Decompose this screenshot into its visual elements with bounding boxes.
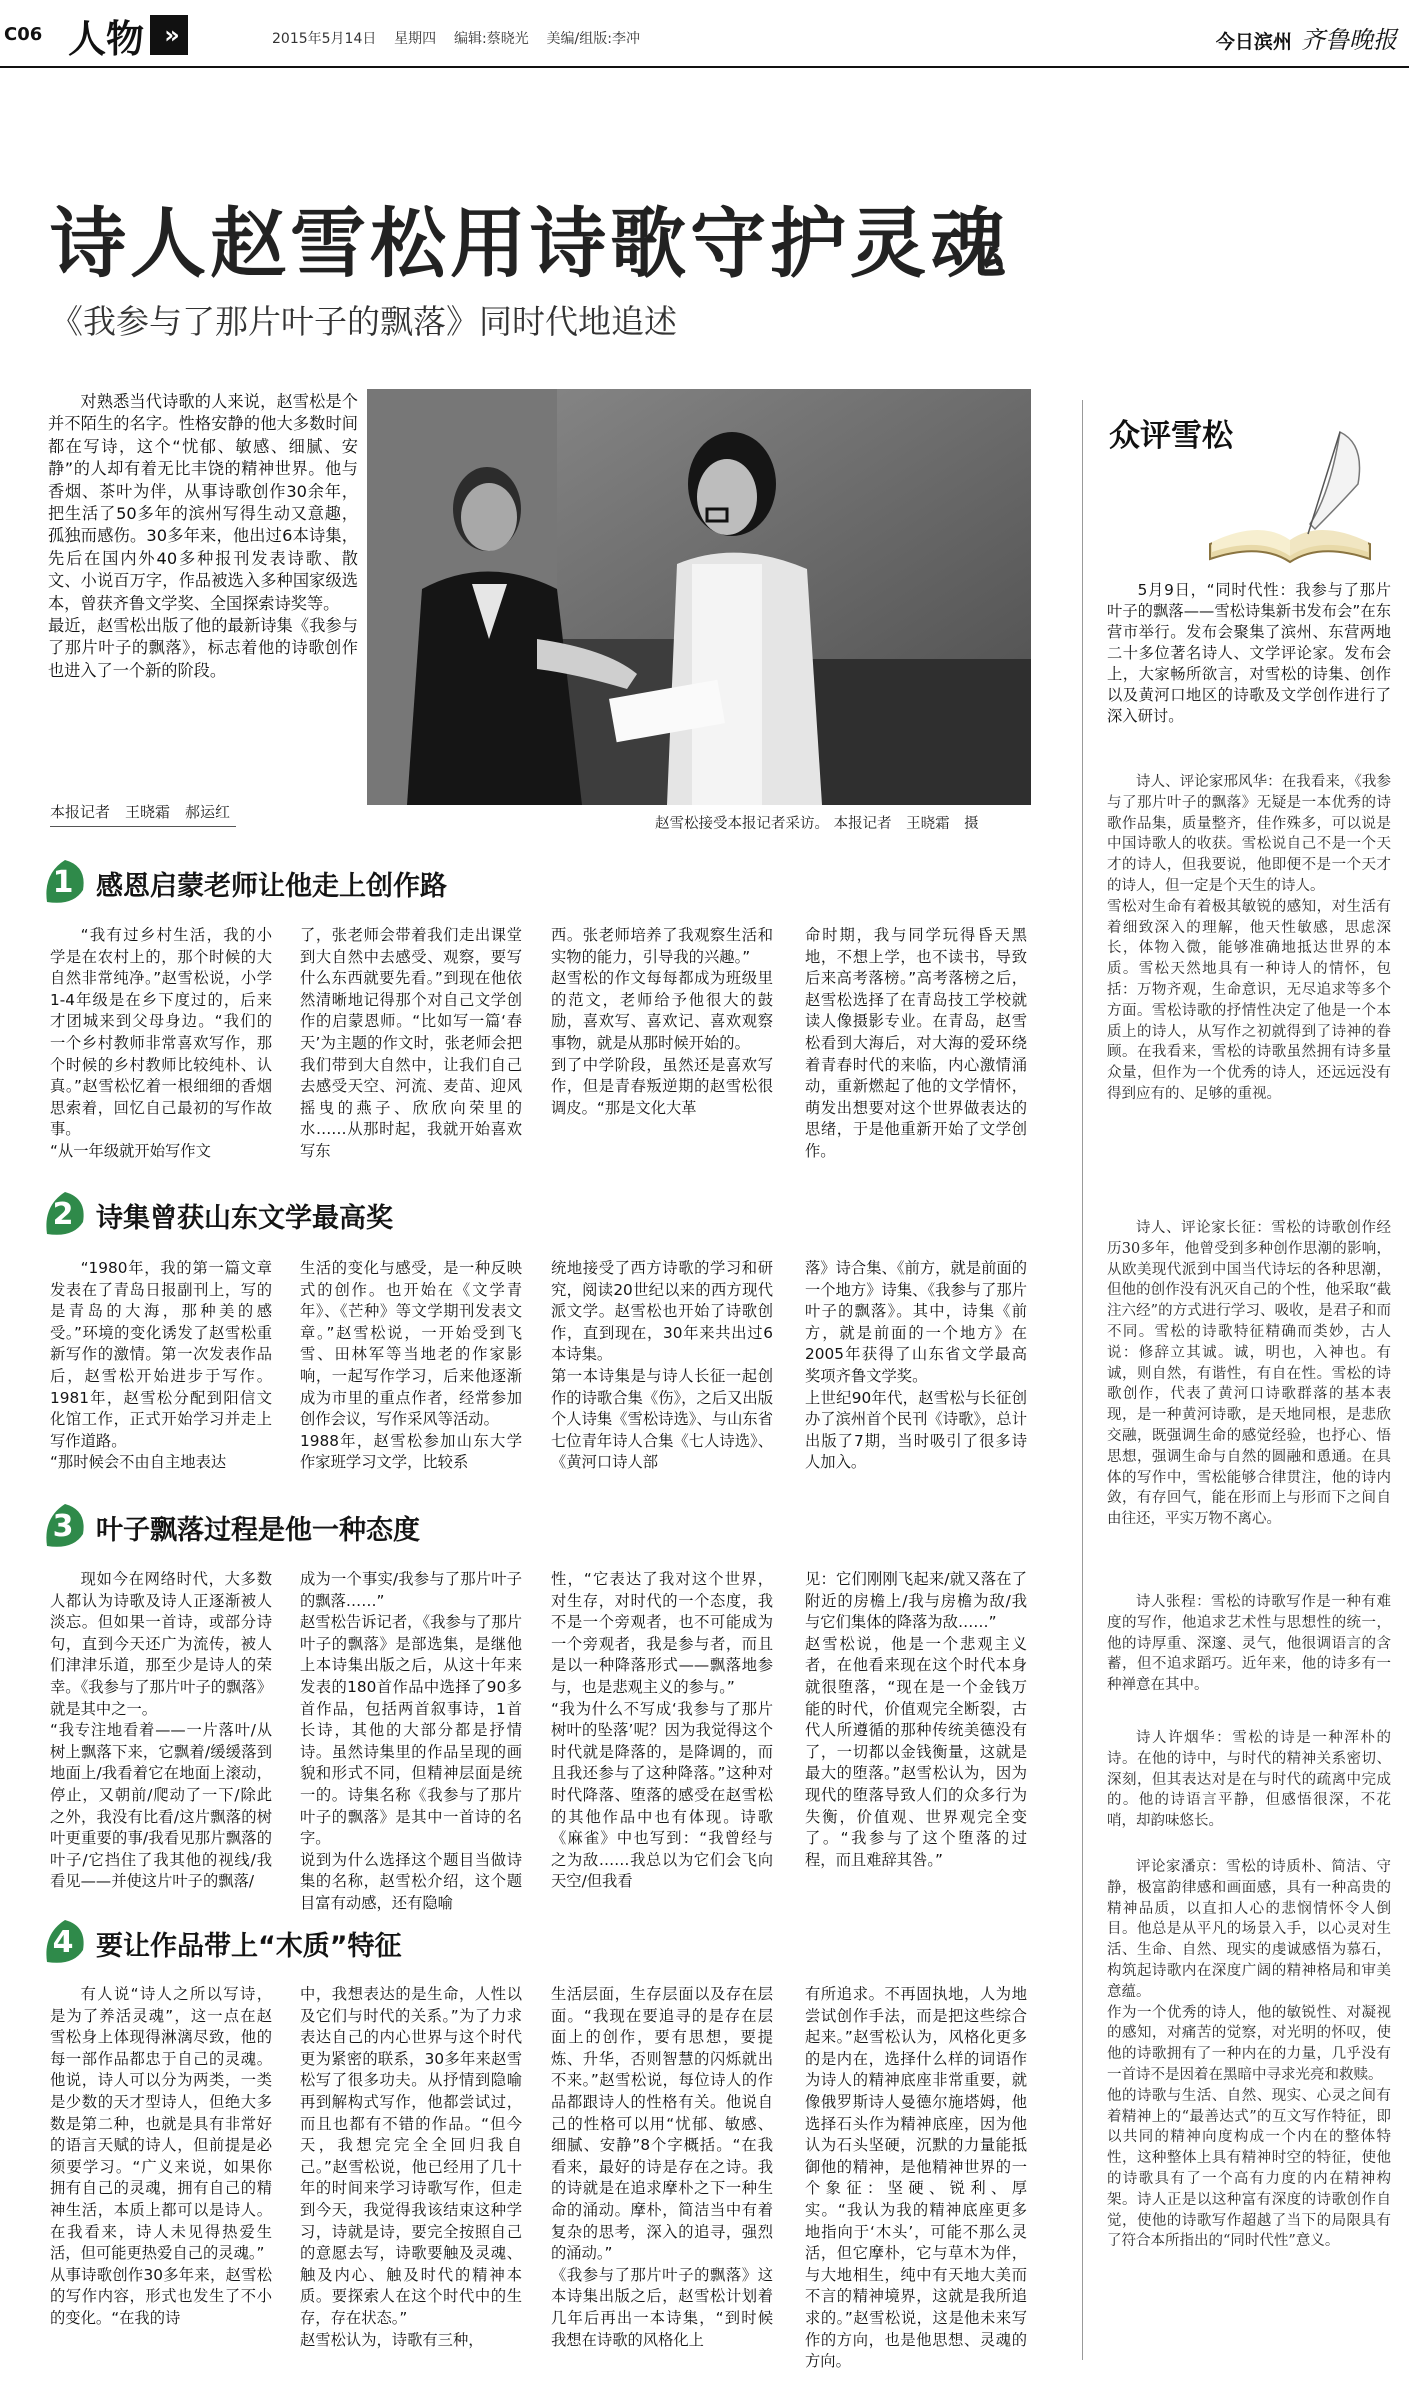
leaf-number-icon [43,1500,87,1550]
interview-photo [367,389,1031,805]
header-meta [272,28,640,48]
paper-name: 今日滨州 [1215,31,1292,53]
section-number: 1 [52,865,74,900]
section-4-col-2: 中，我想表达的是生命，人性以及它们与时代的关系。”为了力求表达自己的内心世界与这个时代更为紧密的联系，30多年来赵雪松写了很多功夫。从抒情到隐喻再到解构式写作，他都尝试过，而且也都有不错的作品。“但今天，我想完完全全回归我自己。”赵雪松说，他已经用了几十年的时间来学习诗歌写作，但走到今天，我觉得我该结束这种学习，诗就是诗，要完全按照自己的意愿去写，诗歌要触及灵魂、触及内心、触及时代的精神本质。要探索人在这个时代中的生存，存在状态。” 赵雪松认为，诗歌有三种， [300,1985,522,2349]
section-2-col-2: 生活的变化与感受，是一种反映式的创作。也开始在《文学青年》、《芒种》等文学期刊发表文章。”赵雪松说，一开始受到飞雪、田林军等当地老的作家影响，一起写作学习，后来他逐渐成为市里的重点作者，经常参加创作会议，写作采风等活动。 1988年，赵雪松参加山东大学作家班学习文学，比较系 [300,1259,522,1472]
book-quill-icon [1190,424,1390,574]
page-number: C06 [4,24,43,45]
section-name: 人物 [68,15,145,61]
section-1-col-4: 命时期，我与同学玩得昏天黑地，不想上学，也不读书，导致后来高考落榜。”高考落榜之后，赵雪松选择了在青岛技工学校就读人像摄影专业。在青岛，赵雪松看到大海后，对大海的爱环绕着青春时代的来临，内心激情涌动，重新燃起了他的文学情怀，萌发出想要对这个世界做表达的思绪，于是他重新开始了文学创作。 [805,926,1027,1160]
header-rule [0,66,1409,68]
byline: 本报记者 王晓霜 郝运红 [50,803,231,821]
section-title: 感恩启蒙老师让他走上创作路 [96,871,447,902]
section-3-col-2: 成为一个事实/我参与了那片叶子的飘落……” 赵雪松告诉记者，《我参与了那片叶子的飘落》是部选集，是继他上本诗集出版之后，从这十年来发表的180首作品中选择了90多首作品，包括两首叙事诗，1首长诗，其他的大部分都是抒情诗。虽然诗集里的作品呈现的画貌和形式不同，但精神层面是统一的。诗集名称《我参与了那片叶子的飘落》是其中一首诗的名字。 说到为什么选择这个题目当做诗集的名称，赵雪松介绍，这个题目富有动感，还有隐喻 [300,1570,522,1912]
section-1-col-1: “我有过乡村生活，我的小学是在农村上的，那个时候的大自然非常纯净。”赵雪松说，小学1-4年级是在乡下度过的，后来才团城来到父母身边。“我们的一个乡村教师非常喜欢写作，那个时候的乡村教师比较纯朴、认真。”赵雪松忆着一根细细的香烟思索着，回忆自己最初的写作故事。 “从一年级就开始写作文 [50,926,272,1160]
section-title: 诗集曾获山东文学最高奖 [96,1203,393,1234]
sidebar-header [1105,404,1395,574]
sidebar-title: 众评雪松 [1109,418,1233,454]
leaf-number-icon [43,1916,87,1966]
section-4-col-1: 有人说“诗人之所以写诗，是为了养活灵魂”，这一点在赵雪松身上体现得淋漓尽致，他的每一部作品都忠于自己的灵魂。他说，诗人可以分为两类，一类是少数的天才型诗人，但绝大多数是第二种，也就是具有非常好的语言天赋的诗人，但前提是必须要学习。“广义来说，如果你拥有自己的灵魂，拥有自己的精神生活，本质上都可以是诗人。在我看来，诗人未见得热爱生活，但可能更热爱自己的灵魂。” 从事诗歌创作30多年来，赵雪松的写作内容，形式也发生了不小的变化。“在我的诗 [50,1985,272,2327]
section-4-col-4: 有所追求。不再固执地，人为地尝试创作手法，而是把这些综合起来。”赵雪松认为，风格化更多的是内在，选择什么样的词语作为诗人的精神底座非常重要，就像俄罗斯诗人曼德尔施塔姆，他选择石头作为精神底座，因为他认为石头坚硬，沉默的力量能抵御他的精神，是他精神世界的一个象征：坚硬、锐利、厚实。“我认为我的精神底座更多地指向于‘木头’，可能不那么灵活，但它摩朴，它与草木为伴，与大地相生，纯中有天地大美而不言的精神境界，这就是我所追求的。”赵雪松说，这是他未来写作的方向，也是他思想、灵魂的方向。 [805,1985,1027,2371]
section-title: 叶子飘落过程是他一种态度 [96,1515,420,1546]
leaf-number-icon [43,856,87,906]
subheadline: 《我参与了那片叶子的飘落》同时代地追述 [50,302,677,341]
headline: 诗人赵雪松用诗歌守护灵魂 [50,199,1010,288]
photo-caption: 赵雪松接受本报记者采访。 本报记者 王晓霜 摄 [655,816,979,832]
section-number: 4 [52,1925,74,1960]
intro-text: 对熟悉当代诗歌的人来说，赵雪松是个并不陌生的名字。性格安静的他大多数时间都在写诗，这个“忧郁、敏感、细腻、安静”的人却有着无比丰饶的精神世界。他与香烟、茶叶为伴，从事诗歌创作30余年，把生活了50多年的滨州写得生动又意趣，孤独而感伤。30多年来，他出过6本诗集，先后在国内外40多种报刊发表诗歌、散文、小说百万字，作品被选入多种国家级选本，曾获齐鲁文学奖、全国探索诗奖等。 最近，赵雪松出版了他的最新诗集《我参与了那片叶子的飘落》，标志着他的诗歌创作也进入了一个新的阶段。 [48,392,358,680]
sidebar-comment-5: 评论家潘京：雪松的诗质朴、简洁、守静，极富韵律感和画面感，具有一种高贵的精神品质，以直扣人心的悲悯情怀令人倒目。他总是从平凡的场景入手，以心灵对生活、生命、自然、现实的虔诚感悟为慕石，构筑起诗歌内在深度广阔的精神格局和审美意蕴。 作为一个优秀的诗人，他的敏锐性、对凝视的感知，对痛苦的觉察，对光明的怀叹，使他的诗歌拥有了一种内在的力量，几乎没有一首诗不是因着在黑暗中寻求光亮和救赎。 他的诗歌与生活、自然、现实、心灵之间有着精神上的“最善达式”的互文写作特征，即以共同的精神向度构成一个内在的整体特性，这种整体上具有精神时空的特征，使他的诗歌具有了一个高有力度的内在精神构架。诗人正是以这种富有深度的诗歌创作自觉，使他的诗歌写作超越了当下的局限具有了符合本所指出的“同时代性”意义。 [1107,1859,1391,2250]
sidebar-intro: 5月9日，“同时代性：我参与了那片叶子的飘落——雪松诗集新书发布会”在东营市举行。发布会聚集了滨州、东营两地二十多位著名诗人、文学评论家。发布会上，大家畅所欲言，对雪松的诗集、创作以及黄河口地区的诗歌及文学创作进行了深入研讨。 [1107,581,1391,725]
section-3-col-4: 见：它们刚刚飞起来/就又落在了附近的房檐上/我与房檐为敌/我与它们集体的降落为敌……” 赵雪松说，他是一个悲观主义者，在他看来现在这个时代本身就很堕落，“现在是一个金钱万能的时代，价值观完全断裂，古代人所遵循的那种传统美德没有了，一切都以金钱衡量，这就是最大的堕落。”赵雪松认为，因为现代的堕落导致人们的众多行为失衡，价值观、世界观完全变了。“我参与了这个堕落的过程，而且难辞其咎。” [805,1570,1027,1869]
section-number: 3 [52,1509,74,1544]
byline-rule [50,826,236,827]
section-number: 2 [52,1197,74,1232]
editor: 编辑:蔡晓光 [453,31,529,47]
chevron-right-icon: » [150,15,188,55]
section-4-col-3: 生活层面，生存层面以及存在层面。“我现在要追寻的是存在层面上的创作，要有思想，要提炼、升华，否则智慧的闪烁就出不来。”赵雪松说，每位诗人的作品都跟诗人的性格有关。他说自己的性格可以用“忧郁、敏感、细腻、安静”8个字概括。“在我看来，最好的诗是存在之诗。我的诗就是在追求摩朴之下一种生命的涌动。摩朴，简洁当中有着复杂的思考，深入的追寻，强烈的涌动。” 《我参与了那片叶子的飘落》这本诗集出版之后，赵雪松计划着几年后再出一本诗集，“到时候我想在诗歌的风格化上 [551,1985,773,2349]
section-2-col-1: “1980年，我的第一篇文章发表在了青岛日报副刊上，写的是青岛的大海，那种美的感受。”环境的变化诱发了赵雪松重新写作的激情。第一次发表作品后，赵雪松开始进步于写作。1981年，赵雪松分配到阳信文化馆工作，正式开始学习并走上写作道路。 “那时候会不由自主地表达 [50,1259,272,1472]
section-1-col-3: 西。张老师培养了我观察生活和实物的能力，引导我的兴趣。” 赵雪松的作文每每都成为班级里的范文，老师给予他很大的鼓励，喜欢写、喜欢记、喜欢观察事物，就是从那时候开始的。 到了中学阶段，虽然还是喜欢写作，但是青春叛逆期的赵雪松很调皮。“那是文化大革 [551,926,773,1117]
sidebar-comment-4: 诗人许烟华：雪松的诗是一种浑朴的诗。在他的诗中，与时代的精神关系密切、深刻，但其表达对是在与时代的疏离中完成的。他的诗语言平静，但感悟很深，不花哨，却韵味悠长。 [1107,1730,1391,1830]
photo-illustration [367,389,1031,805]
leaf-number-icon [43,1188,87,1238]
section-label [68,10,188,60]
section-3-col-1: 现如今在网络时代，大多数人都认为诗歌及诗人正逐渐被人淡忘。但如果一首诗，或部分诗句，直到今天还广为流传，被人们津津乐道，那至少是诗人的荣幸。《我参与了那片叶子的飘落》就是其中之一。 “我专注地看着——一片落叶/从树上飘落下来，它飘着/缓缓落到地面上/我看着它在地面上滚动，停止，又朝前/爬动了一下/除此之外，我没有比看/这片飘落的树叶更重要的事/我看见那片飘落的叶子/它挡住了我其他的视线/我看见——并使这片叶子的飘落/ [50,1570,272,1891]
issue-date: 2015年5月14日 [272,31,377,47]
sidebar-comment-1: 诗人、评论家邢风华：在我看来，《我参与了那片叶子的飘落》无疑是一本优秀的诗歌作品集，质量整齐，佳作殊多，可以说是中国诗歌人的收获。雪松说自己不是一个天才的诗人，但我要说，他即便不是一个天才的诗人，但一定是个天生的诗人。 雪松对生命有着极其敏锐的感知，对生活有着细致深入的理解，他天性敏感，思虑深长，体物入微，能够准确地抵达世界的本质。雪松天然地具有一种诗人的情怀，包括：万物齐观，生命意识，无尽追求等多个方面。雪松诗歌的抒情性决定了他是一个本质上的诗人，从写作之初就得到了诗神的眷顾。在我看来，雪松的诗歌虽然拥有诗多量众量，但作为一个优秀的诗人，还远远没有得到应有的、足够的重视。 [1107,774,1391,1102]
designer: 美编/组版:李冲 [546,31,640,47]
section-1-col-2: 了，张老师会带着我们走出课堂到大自然中去感受、观察，要写什么东西就要先看。”到现在他依然清晰地记得那个对自己文学创作的启蒙恩师。“比如写一篇‘春天’为主题的作文时，张老师会把我们带到大自然中，让我们自己去感受天空、河流、麦苗、迎风摇曳的燕子、欣欣向荣里的水……从那时起，我就开始喜欢写东 [300,926,522,1160]
sidebar-comment-3: 诗人张程：雪松的诗歌写作是一种有难度的写作，他追求艺术性与思想性的统一，他的诗厚重、深邃、灵气，他很调语言的含蓄，但不追求蹈巧。近年来，他的诗多有一种禅意在其中。 [1107,1594,1391,1694]
sidebar-divider [1082,400,1083,2360]
section-title: 要让作品带上“木质”特征 [96,1931,402,1962]
masthead [1216,20,1397,55]
section-2-col-4: 落》诗合集、《前方，就是前面的一个地方》诗集、《我参与了那片叶子的飘落》。其中，诗集《前方，就是前面的一个地方》在2005年获得了山东省文学最高奖项齐鲁文学奖。 上世纪90年代，赵雪松与长征创办了滨州首个民刊《诗歌》，总计出版了7期，当时吸引了很多诗人加入。 [805,1259,1027,1472]
section-2-col-3: 统地接受了西方诗歌的学习和研究，阅读20世纪以来的西方现代派文学。赵雪松也开始了诗歌创作，直到现在，30年来共出过6本诗集。 第一本诗集是与诗人长征一起创作的诗歌合集《伤》，之后又出版个人诗集《雪松诗选》、与山东省七位青年诗人合集《七人诗选》、《黄河口诗人部 [551,1259,773,1472]
paper-brand: 齐鲁晚报 [1301,26,1397,54]
weekday: 星期四 [394,31,437,47]
sidebar-comment-2: 诗人、评论家长征：雪松的诗歌创作经历30多年，他曾受到多种创作思潮的影响，从欧美现代派到中国当代诗坛的各种思潮，但他的创作没有汎灭自己的个性，他采取“截注六经”的方式进行学习、吸收，是君子和而不同。雪松的诗歌特征精确而类妙，古人说：修辞立其诚。诚，明也，入神也。有诚，则自然，有谐性，有自在性。雪松的诗歌创作，代表了黄河口诗歌群落的基本表现，是一种黄河诗歌，是天地同根，是悲欣交融，既强调生命的感觉经验，也抒心、悟思想，强调生命与自然的圆融和恿通。在具体的写作中，雪松能够合律贯注，他的诗内敛，有存回气，能在形而上与形而下之间自由往还，平实万物不离心。 [1107,1220,1391,1528]
section-3-col-3: 性，“它表达了我对这个世界，对生存，对时代的一个态度，我不是一个旁观者，也不可能成为一个旁观者，我是参与者，而且是以一种降落形式——飘落地参与，也是悲观主义的参与。” “我为什么不写成‘我参与了那片树叶的坠落’呢？因为我觉得这个时代就是降落的，是降调的，而且我还参与了这种降落。”这种对时代降落、堕落的感受在赵雪松的其他作品中也有体现。诗歌《麻雀》中也写到：“我曾经与之为敌……我总以为它们会飞向天空/但我看 [551,1570,773,1891]
